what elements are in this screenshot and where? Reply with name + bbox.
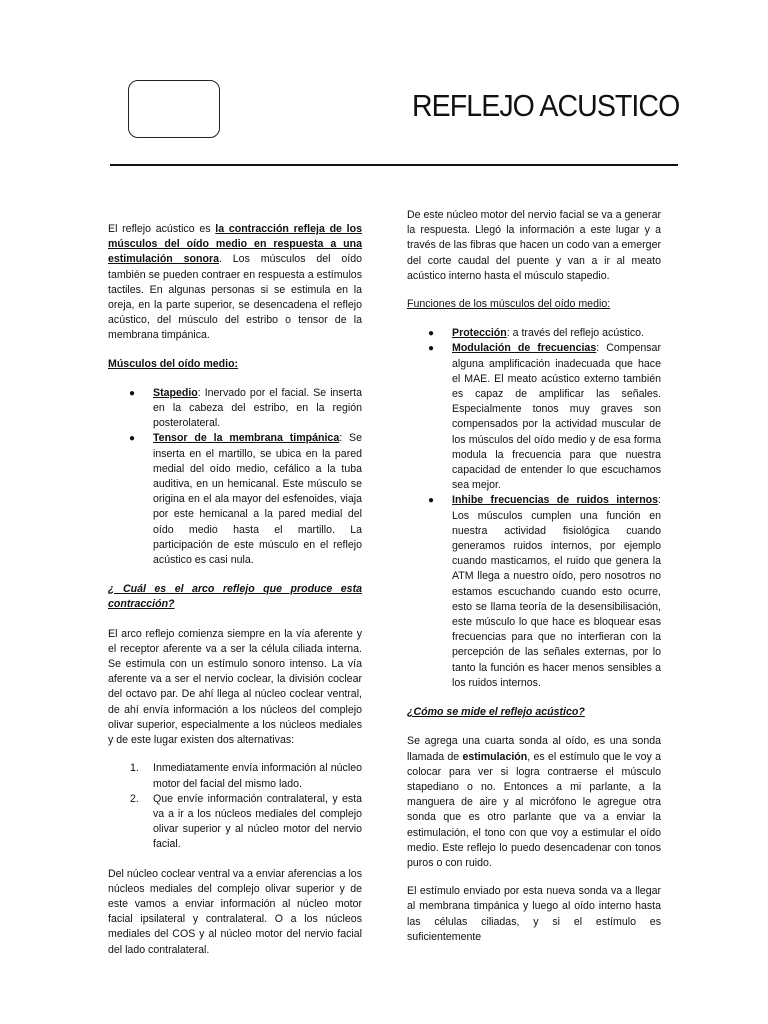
measure-pre: Se agrega una cuarta sonda al oído, es una sonda llamada de	[407, 735, 661, 763]
list-item	[108, 761, 362, 791]
functions-list	[407, 326, 661, 691]
intro-definition: la contracción refleja de los músculos del oído medio en respuesta a una estimulación sonora	[108, 223, 362, 266]
measure-post: , es el estímulo que le voy a colocar para ver si logra contraerse el músculo stapediano o no. Entonces a mi parlante, a la manguera de aire y al micrófono le agregue otra sonda que es otro parlante que va a enviar la estimulación, el tono con que voy a estimular el oído medio. Este reflejo lo puedo desencadenar con tonos puros o con ruido.	[407, 750, 661, 869]
final-paragraph: El estímulo enviado por esta nueva sonda va a llegar al membrana timpánica y luego al oído interno hasta las células ciliadas, y si el estímulo es suficientemente	[407, 885, 661, 943]
muscles-heading: Músculos del oído medio:	[108, 357, 239, 370]
item-number: 2.	[130, 792, 139, 805]
function-text: : Compensar alguna amplificación inadecuada que hace el MAE. El meato acústico externo también es capaz de amplificar las señales. Especialmente tonos muy graves son compensados por la actividad muscular de los músculos del oído medio y de esa forma modula la frecuencia para que nuestra capacidad de entender lo que escuchamos sea mejor.	[452, 342, 661, 492]
alternatives-list	[108, 761, 362, 852]
measure-question: ¿Cómo se mide el reflejo acústico?	[407, 706, 585, 719]
closing-paragraph: Del núcleo coclear ventral va a enviar aferencias a los núcleos mediales del complejo olivar superior y de este vamos a enviar información al núcleo motor facial ipsilateral y contralateral. O a los núcleos mediales del COS y al núcleo motor del nervio facial del lado contralateral.	[108, 867, 362, 956]
function-term: Protección	[452, 327, 507, 340]
intro-paragraph	[108, 222, 362, 344]
muscle-term: Tensor de la membrana timpánica	[153, 432, 340, 445]
list-item	[407, 493, 661, 691]
measure-paragraph	[407, 734, 661, 871]
left-column	[108, 222, 362, 971]
logo-placeholder-box	[128, 80, 220, 138]
measure-term: estimulación	[462, 750, 528, 763]
muscles-list	[108, 386, 362, 568]
list-item	[407, 341, 661, 493]
bullet-icon: ●	[428, 343, 435, 355]
bullet-icon: ●	[129, 433, 136, 445]
item-number: 1.	[130, 762, 139, 775]
muscle-text: : Inervado por el facial. Se inserta en la cabeza del estribo, en la región posterolateral.	[153, 386, 362, 430]
arc-paragraph: El arco reflejo comienza siempre en la vía aferente y el receptor aferente va a ser la célula ciliada interna. Se estimula con un estímulo sonoro intenso. La vía aferente va a ser el nervio coclear, la división coclear del octavo par. De ahí llega al núcleo coclear ventral, de ahí envía información a los núcleos del complejo olivar superior, especialmente a los núcleos mediales y de este lugar existen dos alternativas:	[108, 627, 362, 747]
motor-paragraph: De este núcleo motor del nervio facial se va a generar la respuesta. Llegó la información a este lugar y a través de las fibras que hacen un codo van a emerger del corte caudal del puente y van a ir al meato acústico interno hasta el músculo stapedio.	[407, 209, 661, 282]
arc-question: ¿ Cuál es el arco reflejo que produce esta contracción?	[108, 583, 362, 611]
function-text: : Los músculos cumplen una función en nuestra actividad fisiológica cuando generamos ruidos internos, por ejemplo cuando masticamos, el ruido que genera la ATM llega a nuestro oído, pero nosotros no estamos escuchando cuando esto ocurre, esto se llama teoría de la desensibilisación, este músculo lo que hace es bloquear esas frecuencias para que no interfieran con la percepción de las señales externas, por lo tanto la función es hacer menos sensibles a los ruidos internos.	[452, 494, 661, 689]
functions-heading: Funciones de los músculos del oído medio:	[407, 298, 611, 311]
muscle-text: : Se inserta en el martillo, se ubica en la pared medial del oído medio, cefálico a la tuba auditiva, en un hemicanal. Este músculo se origina en el ala mayor del esfenoides, viaja por este hemicanal a la pared medial del oído medio hasta el martillo. La participación de este músculo en el reflejo acústico es casi nula.	[153, 432, 362, 567]
page-title: REFLEJO ACUSTICO	[412, 88, 680, 123]
bullet-icon: ●	[428, 495, 435, 507]
bullet-icon: ●	[428, 328, 435, 340]
list-item	[108, 431, 362, 568]
muscle-term: Stapedio	[153, 386, 198, 399]
bullet-icon: ●	[129, 387, 136, 399]
item-text: Que envíe información contralateral, y esta va a ir a los núcleos mediales del complejo olivar superior y al núcleo motor del nervio facial.	[153, 792, 362, 851]
header-divider	[110, 164, 678, 166]
list-item	[108, 792, 362, 853]
list-item	[407, 326, 661, 341]
intro-post: . Los músculos del oído también se pueden contraer en respuesta a estímulos tactiles. En algunas personas si se estimula en la oreja, en la parte superior, se desencadena el reflejo acústico, del músculo del estribo o tensor de la membrana timpánica.	[108, 253, 363, 342]
item-text: Inmediatamente envía información al núcleo motor del facial del mismo lado.	[153, 762, 362, 790]
function-term: Inhibe frecuencias de ruidos internos	[452, 494, 659, 507]
function-term: Modulación de frecuencias	[452, 342, 597, 355]
intro-pre: El reflejo acústico es	[108, 223, 216, 235]
function-text: : a través del reflejo acústico.	[506, 327, 644, 340]
right-column	[407, 208, 661, 958]
list-item	[108, 386, 362, 432]
